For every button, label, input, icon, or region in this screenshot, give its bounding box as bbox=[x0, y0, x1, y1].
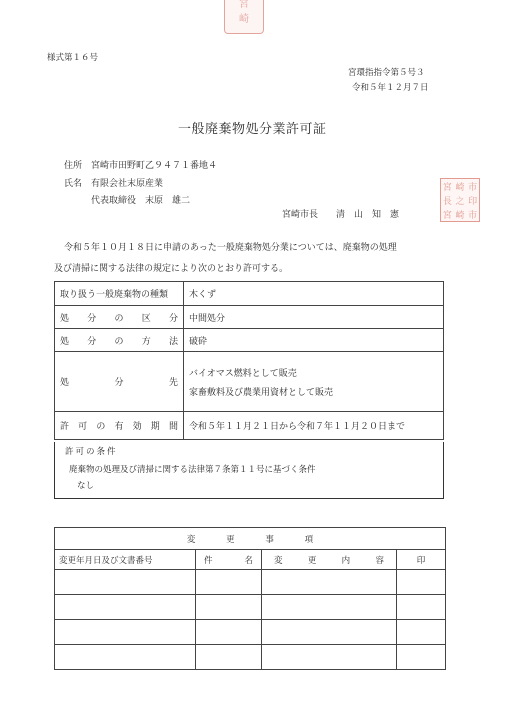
permit-table bbox=[54, 281, 444, 440]
label-char: 処 bbox=[60, 378, 70, 388]
label-char: の bbox=[114, 313, 124, 324]
label-char: 方 bbox=[141, 336, 151, 347]
table-cell bbox=[262, 620, 397, 645]
table-row bbox=[55, 570, 446, 595]
validity-period-value: 令和５年１１月２１日から令和７年１１月２０日まで bbox=[184, 412, 444, 440]
col-change-content-header bbox=[262, 550, 397, 570]
disposal-category-label bbox=[55, 306, 184, 329]
disposal-category-value: 中間処分 bbox=[184, 306, 444, 329]
destination-line-1: バイオマス燃料として販売 bbox=[189, 368, 297, 379]
conditions-title: 許可の条件 bbox=[65, 447, 118, 457]
issue-date: 令和５年１２月７日 bbox=[352, 83, 429, 93]
table-row bbox=[55, 329, 444, 352]
col-subject-header bbox=[196, 550, 262, 570]
header-char: 内 bbox=[341, 555, 351, 566]
seal-char: 市 bbox=[468, 182, 478, 193]
seal-char: 印 bbox=[468, 196, 478, 207]
header-char: 容 bbox=[375, 555, 384, 566]
label-char: の bbox=[114, 336, 124, 347]
seal-char: 崎 bbox=[455, 210, 465, 221]
col-seal-header: 印 bbox=[397, 550, 446, 570]
waste-type-label: 取り扱う一般廃棄物の種類 bbox=[55, 282, 184, 306]
label-char: 処 bbox=[60, 336, 70, 347]
table-row bbox=[55, 645, 446, 670]
changes-title bbox=[55, 528, 446, 550]
label-char: 有 bbox=[114, 422, 124, 432]
label-char: 分 bbox=[114, 378, 124, 388]
table-row bbox=[55, 550, 446, 570]
title-char: 項 bbox=[304, 534, 314, 545]
name-label: 氏名 bbox=[64, 179, 83, 189]
header-char: 件 bbox=[204, 555, 213, 566]
table-cell bbox=[55, 595, 196, 620]
seal-char: 之 bbox=[455, 196, 465, 207]
seal-char: 宮 bbox=[442, 182, 452, 193]
label-char: 処 bbox=[60, 313, 70, 324]
label-char: 許 bbox=[60, 422, 70, 432]
label-char: 期 bbox=[150, 422, 160, 432]
table-row bbox=[55, 282, 444, 306]
official-seal bbox=[440, 178, 480, 222]
table-row bbox=[55, 528, 446, 550]
address-value: 宮崎市田野町乙９４７１番地４ bbox=[91, 161, 218, 171]
label-char: 分 bbox=[87, 336, 97, 347]
label-char: 効 bbox=[132, 422, 142, 432]
body-text-line-1: 令和５年１０月１８日に申請のあった一般廃棄物処分業については、廃棄物の処理 bbox=[64, 243, 397, 253]
seal-char: 市 bbox=[468, 210, 478, 221]
header-char: 変 bbox=[274, 555, 283, 566]
table-row bbox=[55, 352, 444, 412]
table-cell bbox=[55, 620, 196, 645]
destination-line-2: 家畜敷料及び農業用資材として販売 bbox=[189, 387, 334, 398]
disposal-destination-label bbox=[55, 352, 184, 412]
stamp-char: 崎 bbox=[239, 14, 249, 25]
disposal-method-label bbox=[55, 329, 184, 352]
title-char: 事 bbox=[265, 534, 274, 545]
official-stamp-top bbox=[224, 0, 264, 34]
company-name: 有限会社末原産業 bbox=[91, 179, 164, 189]
label-char: 法 bbox=[168, 336, 178, 347]
seal-char: 崎 bbox=[455, 182, 465, 193]
address-label: 住所 bbox=[64, 161, 83, 171]
label-char: の bbox=[96, 422, 106, 432]
label-char: 可 bbox=[78, 422, 88, 432]
col-change-date-header: 変更年月日及び文書番号 bbox=[55, 550, 196, 570]
table-cell bbox=[397, 620, 446, 645]
conditions-line-2: なし bbox=[77, 481, 95, 491]
table-row bbox=[55, 620, 446, 645]
document-number: 宮環指指令第５号３ bbox=[348, 68, 425, 78]
table-cell bbox=[397, 595, 446, 620]
table-row bbox=[55, 595, 446, 620]
table-cell bbox=[262, 645, 397, 670]
body-text-line-2: 及び清掃に関する法律の規定により次のとおり許可する。 bbox=[54, 264, 289, 274]
table-cell bbox=[55, 645, 196, 670]
issuer-name: 宮崎市長 清 山 知 憲 bbox=[282, 210, 400, 220]
validity-period-label bbox=[55, 412, 184, 440]
title-char: 更 bbox=[226, 534, 235, 545]
changes-table bbox=[54, 527, 446, 670]
label-char: 分 bbox=[168, 313, 178, 324]
table-cell bbox=[262, 595, 397, 620]
label-char: 区 bbox=[141, 313, 151, 324]
conditions-line-1: 廃棄物の処理及び清掃に関する法律第７条第１１号に基づく条件 bbox=[69, 465, 316, 475]
table-cell bbox=[397, 570, 446, 595]
page-title: 一般廃棄物処分業許可証 bbox=[178, 122, 327, 137]
table-cell bbox=[196, 570, 262, 595]
conditions-box bbox=[54, 442, 444, 499]
header-char: 更 bbox=[307, 555, 317, 566]
table-cell bbox=[196, 620, 262, 645]
seal-char: 宮 bbox=[442, 210, 452, 221]
table-cell bbox=[397, 645, 446, 670]
label-char: 分 bbox=[87, 313, 97, 324]
table-row bbox=[55, 306, 444, 329]
stamp-char: 宮 bbox=[239, 0, 249, 10]
label-char: 先 bbox=[168, 378, 178, 388]
table-cell bbox=[196, 645, 262, 670]
table-cell bbox=[196, 595, 262, 620]
table-cell bbox=[55, 570, 196, 595]
waste-type-value: 木くず bbox=[184, 282, 444, 306]
representative-name: 代表取締役 末原 雄二 bbox=[91, 196, 191, 206]
table-cell bbox=[262, 570, 397, 595]
form-number: 様式第１６号 bbox=[47, 53, 99, 63]
disposal-method-value: 破砕 bbox=[184, 329, 444, 352]
header-char: 名 bbox=[244, 555, 253, 566]
disposal-destination-value bbox=[184, 352, 444, 412]
table-row bbox=[55, 412, 444, 440]
seal-char: 長 bbox=[442, 196, 452, 207]
title-char: 変 bbox=[186, 534, 196, 545]
label-char: 間 bbox=[168, 422, 178, 432]
